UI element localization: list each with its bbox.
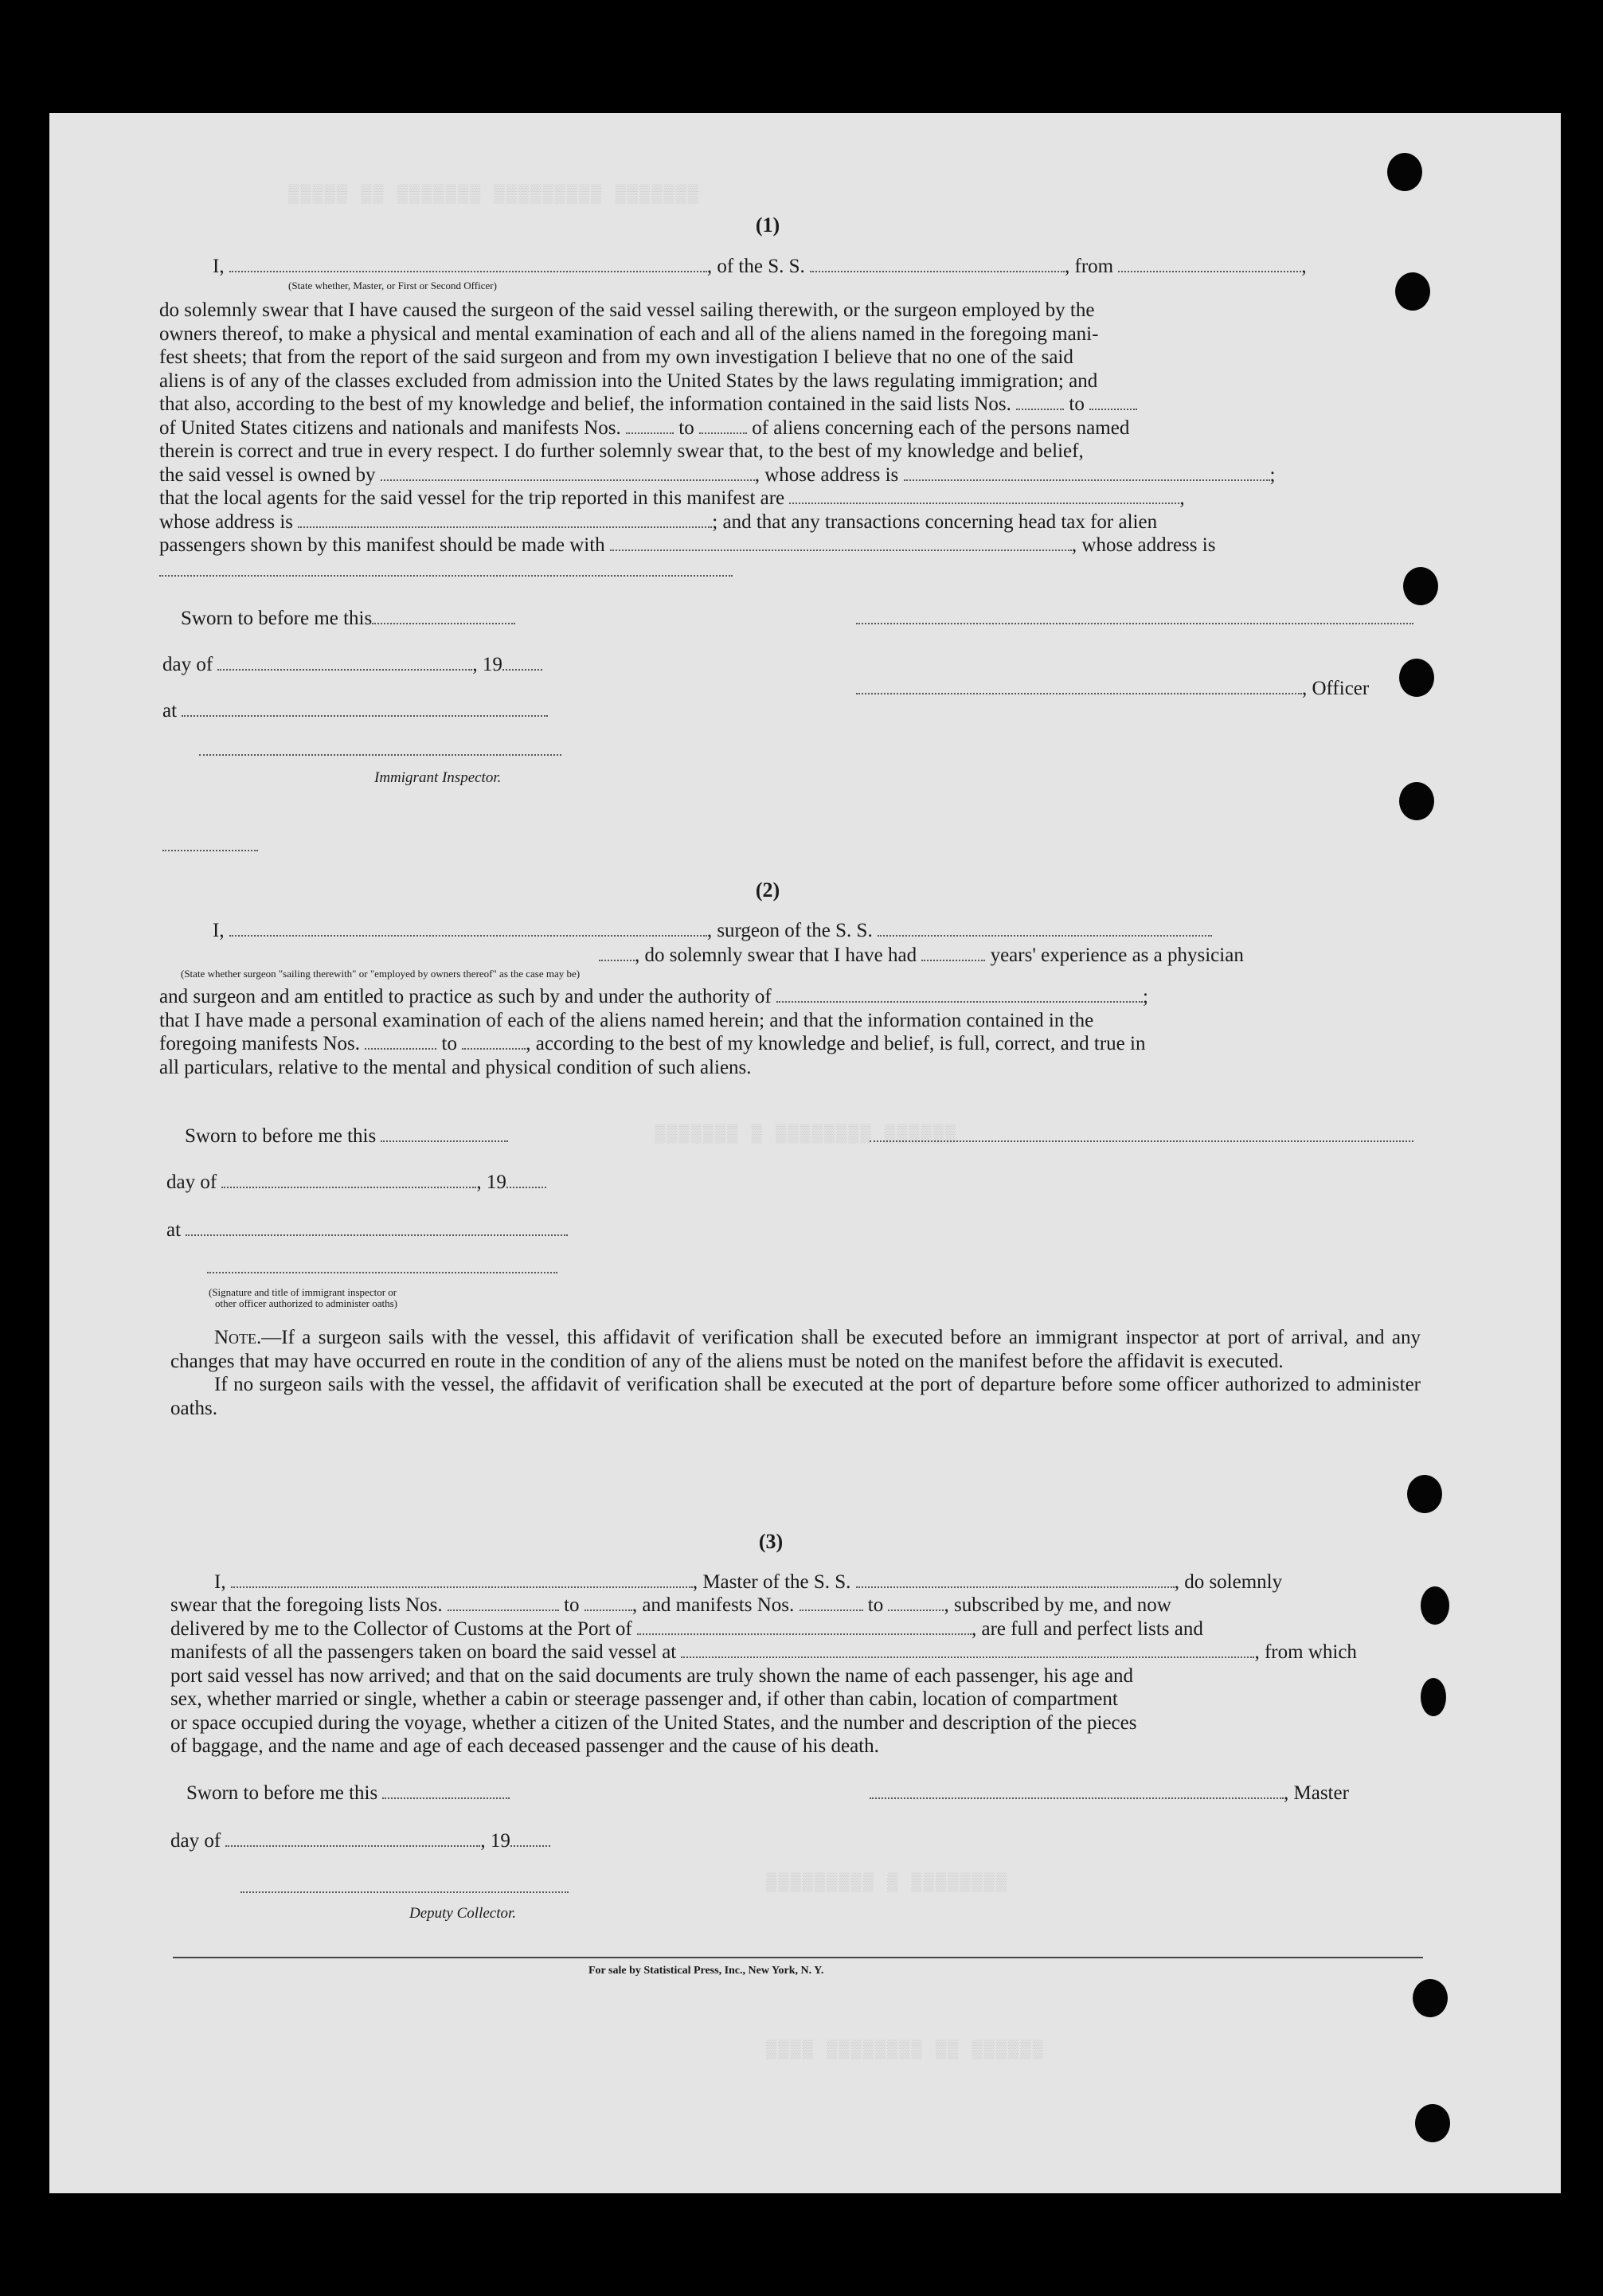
- bleed-through-text: ▒▒▒▒▒ ▒▒ ▒▒▒▒▒▒▒ ▒▒▒▒▒▒▒▒▒ ▒▒▒▒▒▒▒: [288, 185, 700, 205]
- oath-line: I, , of the S. S. , from ,: [213, 256, 1307, 277]
- day-of-label: day of , 19: [170, 1829, 550, 1852]
- field-caption: (State whether, Master, or First or Second Officer): [288, 280, 497, 291]
- oath-paragraph: do solemnly swear that I have caused the surgeon of the said vessel sailing therewith, or the surgeon employed by the owners thereof, to make a physical and mental examination of each and all of the aliens named in the foregoing mani- fest sheets; that from the report of the said surgeon and from my own investigation I believe that no one of the said aliens is of any of the classes excluded from admission into the United States by the laws regulating immigration; and that also, according to the best of my knowledge and belief, the information contained in the said lists Nos. to of United States citizens and nationals and manifests Nos. to of aliens concerning each of the persons named therein is correct and true in every respect. I do further solemnly swear that, to the best of my knowledge and belief, the said vessel is owned by , whose address is ; that the local agents for the said vessel for the trip reported in this manifest are , whose address is ; and that any transactions concerning head tax for alien passengers shown by this manifest should be made with , whose address is: [159, 299, 1276, 556]
- punch-hole: [1399, 782, 1434, 820]
- master-signature: , Master: [870, 1782, 1349, 1805]
- punch-hole: [1413, 1979, 1448, 2017]
- separator-dots: [162, 850, 258, 851]
- field-caption: (State whether surgeon "sailing therewith" or "employed by owners thereof" as the case may be): [181, 968, 581, 980]
- signature-caption: (Signature and title of immigrant inspector or other officer authorized to administer oaths): [209, 1286, 397, 1309]
- manifest-page: [49, 113, 1561, 2193]
- section-number: (2): [755, 878, 780, 902]
- punch-hole: [1407, 1475, 1442, 1513]
- collector-caption: Deputy Collector.: [409, 1905, 517, 1922]
- punch-hole: [1421, 1586, 1449, 1625]
- punch-hole: [1415, 2104, 1450, 2142]
- master-line: I, , Master of the S. S. , do solemnly: [214, 1571, 1283, 1593]
- sworn-label: Sworn to before me this: [185, 1125, 508, 1148]
- inspector-caption: Immigrant Inspector.: [374, 769, 502, 786]
- punch-hole: [1403, 567, 1438, 605]
- note-paragraph: Note.—If a surgeon sails with the vessel, this affidavit of verification shall be executed before an immigrant inspector at port of arrival, and any changes that may have occurred en route in the condition of any of the aliens must be noted on the manifest before the affidavit is executed. If no surgeon sails with the vessel, the affidavit of verification shall be executed at the port of departure before some officer authorized to administer oaths.: [170, 1327, 1421, 1419]
- officer-label: , Officer: [856, 677, 1369, 700]
- punch-hole: [1387, 153, 1422, 191]
- surgeon-line: I, , surgeon of the S. S.: [213, 919, 1212, 942]
- at-label: at: [166, 1218, 568, 1242]
- address-line: [159, 575, 733, 577]
- section-number: (1): [755, 213, 780, 237]
- surgeon-paragraph: and surgeon and am entitled to practice as such by and under the authority of ; that I have made a personal examination of each of the aliens named herein; and that the information contained in the foregoing manifests Nos. to , according to the best of my knowledge and belief, is full, correct, and true in all particulars, relative to the mental and physical condition of such aliens.: [159, 986, 1148, 1078]
- inspector-line: [207, 1272, 557, 1273]
- punch-hole: [1399, 659, 1434, 697]
- signature-line: [856, 623, 1413, 624]
- day-of-label: day of , 19: [162, 653, 542, 676]
- day-of-label: day of , 19: [166, 1171, 546, 1194]
- sworn-label: Sworn to before me this: [181, 607, 515, 630]
- years-line: , do solemnly swear that I have had years' experience as a physician: [599, 944, 1244, 967]
- at-label: at: [162, 699, 548, 722]
- bleed-through-text: ▒▒▒▒▒▒▒▒▒ ▒ ▒▒▒▒▒▒▒▒: [766, 1873, 1009, 1893]
- footer-rule: [173, 1957, 1423, 1958]
- inspector-line: [199, 754, 561, 756]
- section-number: (3): [758, 1530, 784, 1553]
- collector-line: [240, 1891, 569, 1893]
- bleed-through-text: ▒▒▒▒ ▒▒▒▒▒▒▒▒ ▒▒ ▒▒▒▒▒▒: [766, 2040, 1045, 2060]
- master-paragraph: swear that the foregoing lists Nos. to , and manifests Nos. to , subscribed by me, and now delivered by me to the Collector of Customs at the Port of , are full and perfect lists and manifests of all the passengers taken on board the said vessel at , from which port said vessel has now arrived; and that on the said documents are truly shown the name of each passenger, his age and sex, whether married or single, whether a cabin or steerage passenger and, if other than cabin, location of compartment or space occupied during the voyage, whether a citizen of the United States, and the number and description of the pieces of baggage, and the name and age of each deceased passenger and the cause of his death.: [170, 1594, 1357, 1757]
- sworn-label: Sworn to before me this: [186, 1782, 510, 1805]
- footer-imprint: For sale by Statistical Press, Inc., New York, N. Y.: [588, 1965, 824, 1977]
- bleed-through-text: ▒▒▒▒▒▒▒ ▒ ▒▒▒▒▒▒▒▒ ▒▒▒▒▒▒: [655, 1125, 958, 1144]
- signature-line: [870, 1140, 1413, 1142]
